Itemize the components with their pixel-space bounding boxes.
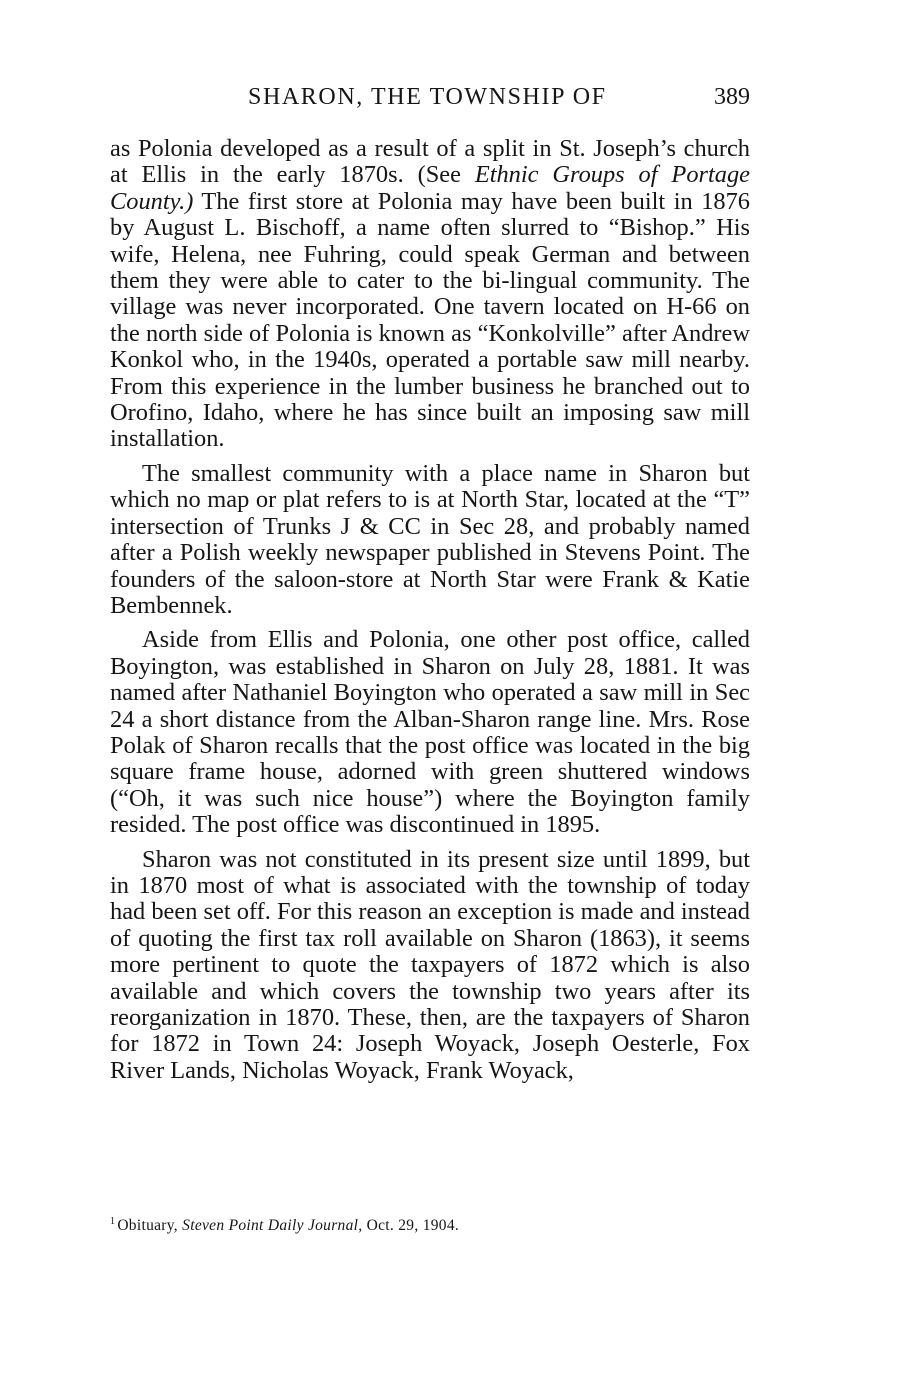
book-title-reference: Ethnic Groups of Portage County.) xyxy=(110,161,750,215)
running-title: SHARON, THE TOWNSHIP OF xyxy=(248,84,607,110)
paragraph-text: , a name often slurred to “Bishop.” His wife, Helena, nee Fuhring, could speak German and between them they were able to cater to the bi-lingual community. The village was never incorporated. One tavern located on H-66 on the north side of Polonia is known as “Konkolville” after Andrew Konkol who, in the 1940s, operated a portable saw mill nearby. From this experience in the lumber business he branched out to Orofino, Idaho, where he has since built an imposing saw mill installation. xyxy=(110,214,750,453)
paragraph-text: The first store at Polonia may have been built in 1876 by August L. Bischoff xyxy=(110,187,750,242)
footnote xyxy=(110,1212,750,1236)
paragraph-text: as Polonia developed as a result of a split in St. Joseph’s church at Ellis in the early 1870s. (See xyxy=(110,135,750,189)
footnote-source-title: Steven Point Daily Journal, xyxy=(182,1217,363,1235)
footnote-marker: 1 xyxy=(110,1216,116,1227)
body-text xyxy=(110,136,750,1084)
running-head xyxy=(110,84,750,120)
paragraph-polonia xyxy=(110,136,750,453)
paragraph-north-star: The smallest community with a place name in Sharon but which no map or plat refers to is at North Star, located at the “T” intersection of Trunks J & CC in Sec 28, and probably named after a Polish weekly newspaper published in Stevens Point. The founders of the saloon-store at North Star were Frank & Katie Bembennek. xyxy=(110,459,750,619)
footnote-text: Obituary, xyxy=(117,1217,183,1235)
footnote-date: Oct. 29, 1904. xyxy=(362,1217,460,1235)
paragraph-boyington: Aside from Ellis and Polonia, one other post office, called Boyington, was established in Sharon on July 28, 1881. It was named after Nathaniel Boyington who operated a saw mill in Sec 24 a short distance from the Alban-Sharon range line. Mrs. Rose Polak of Sharon recalls that the post office was located in the big square frame house, adorned with green shuttered windows (“Oh, it was such nice house”) where the Boyington family resided. The post office was discontinued in 1895. xyxy=(110,626,750,839)
page-number: 389 xyxy=(714,84,750,110)
paragraph-taxpayers: Sharon was not constituted in its present size until 1899, but in 1870 most of what is associated with the township of today had been set off. For this reason an exception is made and instead of quoting the first tax roll available on Sharon (1863), it seems more pertinent to quote the taxpayers of 1872 which is also available and which covers the township two years after its reorganization in 1870. These, then, are the taxpayers of Sharon for 1872 in Town 24: Joseph Woyack, Joseph Oesterle, Fox River Lands, Nicholas Woyack, Frank Woyack, xyxy=(110,845,750,1084)
